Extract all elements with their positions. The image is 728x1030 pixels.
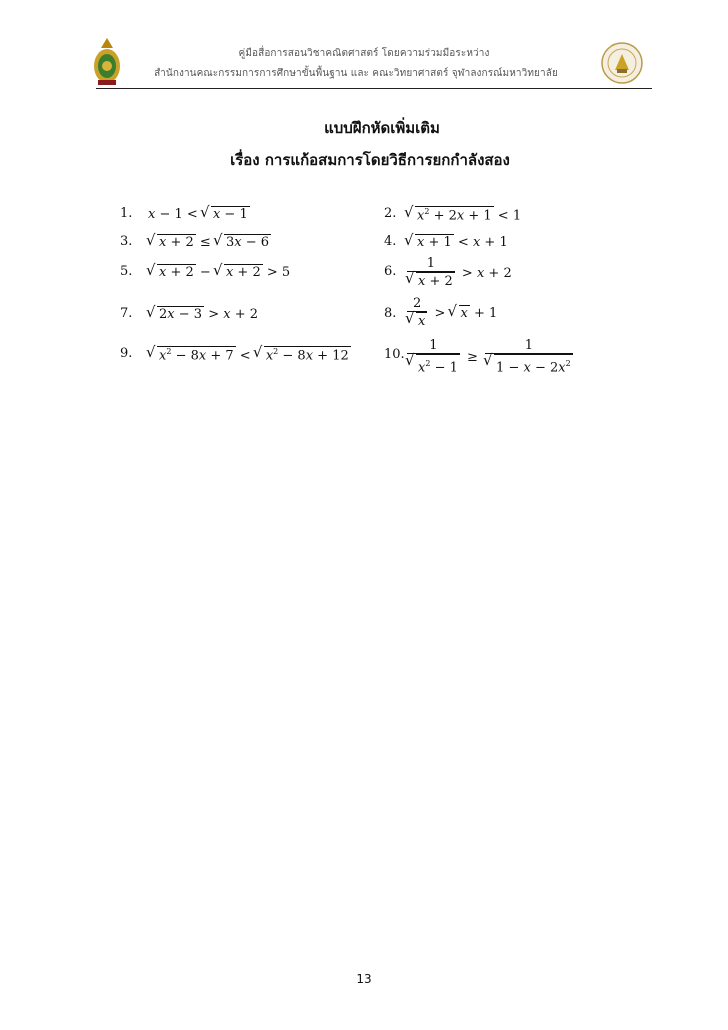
header-line-2: สำนักงานคณะกรรมการการศึกษาขั้นพื้นฐาน และ คณะวิทยาศาสตร์ จุฬาลงกรณ์มหาวิทยาลัย — [154, 68, 558, 79]
problem-number: 4. — [384, 234, 397, 249]
problem-number: 5. — [120, 264, 133, 279]
problem-number: 2. — [384, 206, 397, 221]
problem-expression: √ $x^2 + 2x + 1 < 1$ — [406, 206, 521, 223]
problem-expression: 2 √ x > √ x + 1 — [404, 296, 497, 331]
problem-number: 10. — [384, 347, 405, 362]
page-subtitle: เรื่อง การแก้อสมการโดยวิธีการยกกำลังสอง — [230, 151, 510, 169]
problem-number: 1. — [120, 206, 133, 221]
problem-number: 7. — [120, 306, 133, 321]
problem-expression: √ 2x − 3 > x + 2 — [148, 306, 258, 322]
problem-expression: x − 1 < √ x − 1 — [148, 206, 250, 222]
page-number: 13 — [356, 972, 372, 986]
problem-expression: 1 √ x + 2 > x + 2 — [404, 256, 512, 291]
problem-number: 9. — [120, 346, 133, 361]
problem-number: 6. — [384, 264, 397, 279]
header-divider — [96, 88, 652, 89]
problem-number: 3. — [120, 234, 133, 249]
problem-expression: √ x + 1 < x + 1 — [406, 234, 508, 250]
header-line-1: คู่มือสื่อการสอนวิชาคณิตศาสตร์ โดยความร่วมมือระหว่าง — [238, 48, 490, 59]
problem-expression: √ x + 2 − √ x + 2 > 5 — [148, 264, 290, 280]
page-title: แบบฝึกหัดเพิ่มเติม — [324, 119, 440, 137]
problem-expression: √ $x^2 - 8x + 7$ < √ $x^2 - 8x + 12$ — [148, 346, 351, 363]
problem-expression: √ x + 2 ≤ √ 3x − 6 — [148, 234, 271, 250]
problem-number: 8. — [384, 306, 397, 321]
problem-expression: 1 √ $x^2 - 1$ ≥ 1 √ $1 - x - 2x^2$ — [404, 338, 576, 377]
